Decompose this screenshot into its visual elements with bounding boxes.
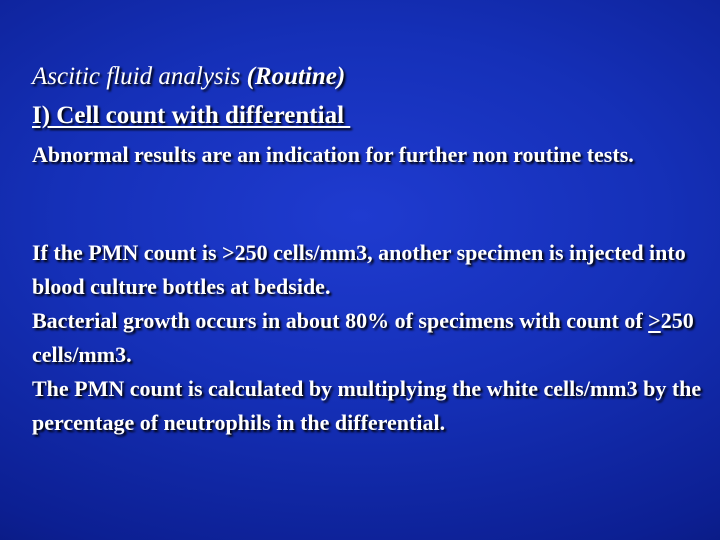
paragraph-calculation: The PMN count is calculated by multiplying the white cells/mm3 by the percentage of neutrophils in the differential. <box>32 376 702 435</box>
paragraph-bacterial-growth <box>32 304 702 372</box>
title-bold-text: (Routine) <box>246 63 346 90</box>
section-heading: I) Cell count with differential <box>32 102 351 129</box>
bacterial-growth-threshold: 250 cells/mm3. <box>32 308 694 367</box>
title-italic-text: Ascitic fluid analysis <box>32 63 247 90</box>
paragraph-pmn-count: If the PMN count is >250 cells/mm3, another specimen is injected into blood culture bottles at bedside. <box>32 240 686 299</box>
greater-equal-symbol: > <box>648 308 661 333</box>
slide-title <box>32 62 345 92</box>
body-text <box>32 236 702 440</box>
bacterial-growth-text: Bacterial growth occurs in about 80% of specimens with count of <box>32 308 649 333</box>
intro-paragraph: Abnormal results are an indication for further non routine tests. <box>32 142 634 167</box>
